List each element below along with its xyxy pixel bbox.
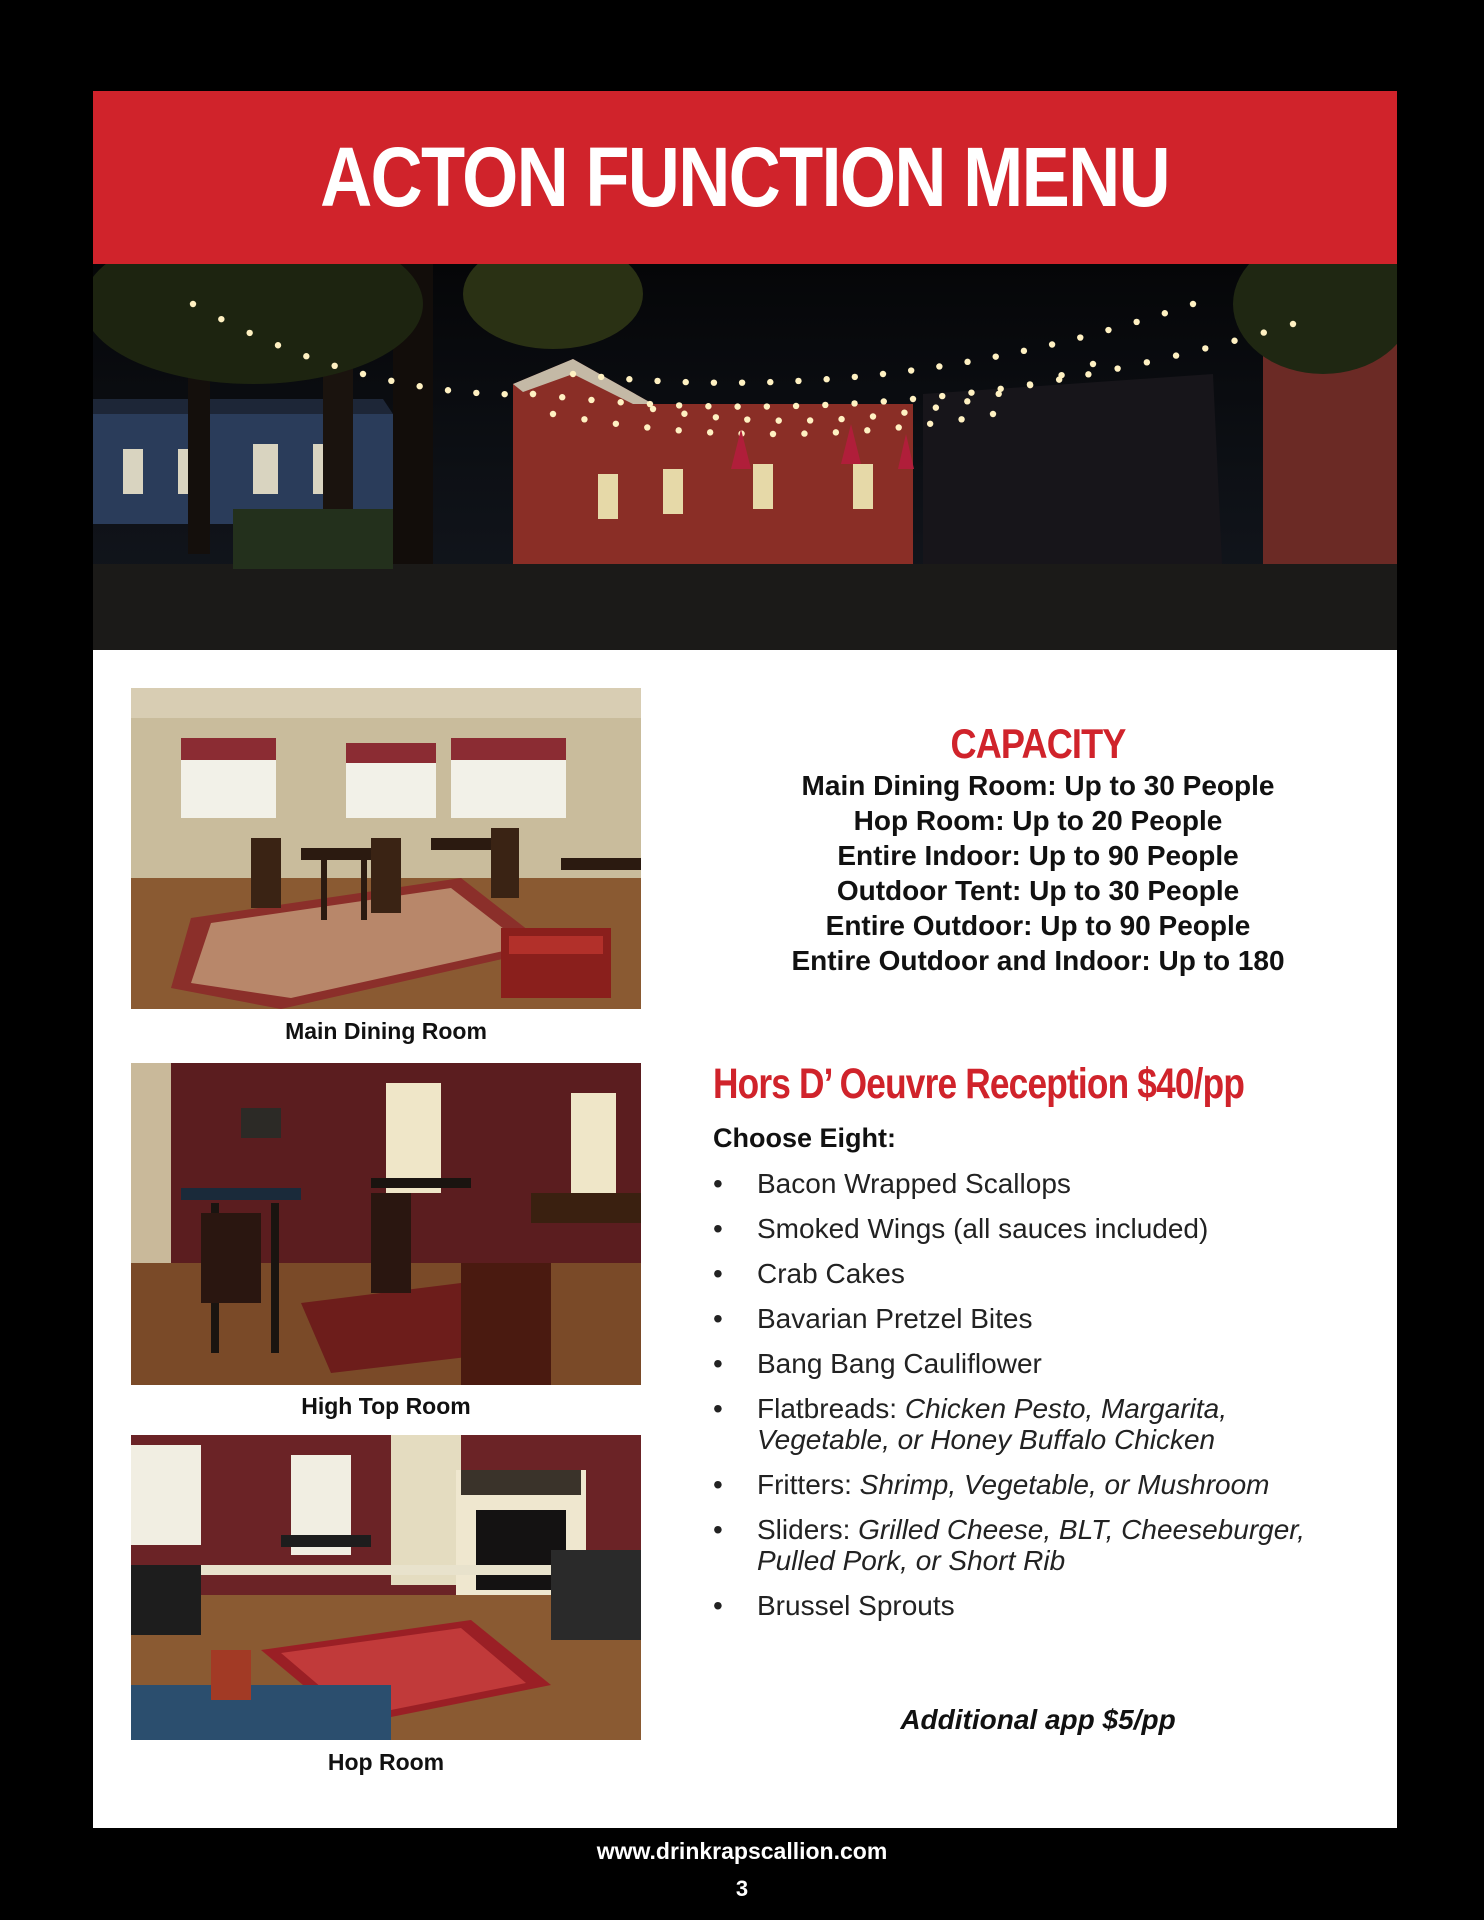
string-light — [1173, 352, 1179, 358]
string-light — [711, 379, 717, 385]
string-light — [795, 378, 801, 384]
string-light — [1027, 382, 1033, 388]
string-light — [1231, 338, 1237, 344]
string-light — [707, 429, 713, 435]
string-light — [559, 394, 565, 400]
capacity-line: Entire Indoor: Up to 90 People — [837, 840, 1239, 871]
string-light — [1021, 348, 1027, 354]
menu-item — [713, 1303, 1363, 1334]
menu-item-list — [713, 1168, 1363, 1621]
string-light — [990, 411, 996, 417]
string-light — [190, 301, 196, 307]
photo-caption: High Top Room — [301, 1393, 471, 1419]
menu-item-name: Fritters: — [757, 1469, 852, 1500]
capacity-section — [713, 720, 1363, 978]
string-light — [822, 402, 828, 408]
capacity-list — [713, 768, 1363, 978]
capacity-line: Entire Outdoor: Up to 90 People — [825, 910, 1251, 941]
string-light — [767, 379, 773, 385]
photo-caption: Main Dining Room — [285, 1018, 487, 1044]
string-light — [833, 429, 839, 435]
string-light — [570, 371, 576, 377]
menu-item-name: Flatbreads: — [757, 1393, 898, 1424]
string-light — [851, 400, 857, 406]
capacity-line: Entire Outdoor and Indoor: Up to 180 — [791, 945, 1285, 976]
footer-website[interactable]: www.drinkrapscallion.com — [596, 1838, 888, 1864]
title-banner — [93, 91, 1397, 264]
string-light — [218, 316, 224, 322]
string-light — [388, 378, 394, 384]
menu-item-name: Smoked Wings (all sauces included) — [757, 1213, 1209, 1244]
photo-high-top-room — [131, 1063, 641, 1385]
string-light — [823, 376, 829, 382]
string-light — [683, 379, 689, 385]
string-light — [908, 367, 914, 373]
menu-item — [713, 1393, 1363, 1455]
string-light — [598, 374, 604, 380]
string-light — [1261, 329, 1267, 335]
string-light — [927, 421, 933, 427]
string-light — [744, 416, 750, 422]
string-light — [530, 391, 536, 397]
string-light — [617, 399, 623, 405]
menu-item — [713, 1258, 1363, 1289]
content-panel — [93, 650, 1397, 1828]
capacity-heading: CAPACITY — [950, 720, 1126, 767]
string-light — [654, 378, 660, 384]
menu-item-name: Bang Bang Cauliflower — [757, 1348, 1042, 1379]
capacity-line: Outdoor Tent: Up to 30 People — [836, 875, 1240, 906]
string-light — [807, 417, 813, 423]
string-light — [958, 416, 964, 422]
string-light — [910, 396, 916, 402]
string-light — [331, 363, 337, 369]
menu-item-name: Bacon Wrapped Scallops — [757, 1168, 1071, 1199]
menu-item — [713, 1168, 1363, 1199]
string-light — [936, 363, 942, 369]
reception-heading: Hors D’ Oeuvre Reception $40/pp — [713, 1060, 1245, 1108]
string-light — [776, 417, 782, 423]
string-light — [246, 330, 252, 336]
string-light — [676, 427, 682, 433]
photo-hop-room — [131, 1435, 641, 1740]
string-light — [734, 403, 740, 409]
menu-item-name: Crab Cakes — [757, 1258, 905, 1289]
string-light — [275, 342, 281, 348]
string-light — [764, 403, 770, 409]
string-light — [881, 398, 887, 404]
string-light — [550, 411, 556, 417]
string-light — [939, 393, 945, 399]
string-light — [1085, 371, 1091, 377]
string-light — [964, 398, 970, 404]
string-light — [901, 409, 907, 415]
menu-item — [713, 1213, 1363, 1244]
string-light — [1133, 319, 1139, 325]
string-light — [870, 413, 876, 419]
page-title: ACTON FUNCTION MENU — [320, 130, 1170, 224]
photo-main-dining-room — [131, 688, 641, 1009]
string-light — [993, 353, 999, 359]
menu-item-options: Shrimp, Vegetable, or Mushroom — [859, 1469, 1270, 1500]
choose-instruction: Choose Eight: — [713, 1123, 896, 1153]
string-light — [713, 414, 719, 420]
string-light — [1058, 372, 1064, 378]
string-light — [588, 397, 594, 403]
string-light — [581, 416, 587, 422]
string-light — [303, 353, 309, 359]
photo-caption: Hop Room — [327, 1749, 445, 1775]
string-light — [473, 390, 479, 396]
page-number: 3 — [735, 1876, 749, 1901]
hero-photo-outdoor-patio — [93, 264, 1397, 650]
string-light — [416, 383, 422, 389]
string-light — [896, 424, 902, 430]
string-light — [1114, 365, 1120, 371]
string-light — [1090, 361, 1096, 367]
string-light — [445, 387, 451, 393]
string-light — [964, 359, 970, 365]
string-light — [933, 404, 939, 410]
string-light — [793, 403, 799, 409]
string-light — [739, 379, 745, 385]
menu-item — [713, 1514, 1363, 1576]
string-light — [1144, 359, 1150, 365]
string-light — [1290, 321, 1296, 327]
string-light — [501, 391, 507, 397]
string-light — [801, 430, 807, 436]
string-light — [360, 371, 366, 377]
menu-item-name: Bavarian Pretzel Bites — [757, 1303, 1033, 1334]
string-light — [644, 424, 650, 430]
string-light — [1162, 310, 1168, 316]
reception-section — [713, 1060, 1363, 1635]
string-light — [968, 389, 974, 395]
string-light — [852, 374, 858, 380]
menu-item-options: Chicken Pesto, Margarita, Vegetable, or Honey Buffalo Chicken — [757, 1393, 1227, 1455]
additional-app-note: Additional app $5/pp — [900, 1704, 1176, 1735]
string-light — [1049, 341, 1055, 347]
string-light — [650, 406, 656, 412]
menu-item-name: Brussel Sprouts — [757, 1590, 955, 1621]
string-light — [626, 376, 632, 382]
menu-item — [713, 1348, 1363, 1379]
capacity-line: Main Dining Room: Up to 30 People — [801, 770, 1275, 801]
string-light — [838, 416, 844, 422]
menu-item — [713, 1590, 1363, 1621]
capacity-line: Hop Room: Up to 20 People — [853, 805, 1223, 836]
string-light — [770, 431, 776, 437]
string-light — [1202, 345, 1208, 351]
string-light — [613, 421, 619, 427]
menu-item-name: Sliders: — [757, 1514, 851, 1545]
string-light — [681, 411, 687, 417]
string-light — [676, 402, 682, 408]
menu-item — [713, 1469, 1363, 1500]
menu-item-options: Grilled Cheese, BLT, Cheeseburger, Pulled Pork, or Short Rib — [757, 1514, 1305, 1576]
string-light — [705, 403, 711, 409]
string-light — [1077, 334, 1083, 340]
string-light — [996, 391, 1002, 397]
string-light — [864, 427, 870, 433]
string-light — [1105, 327, 1111, 333]
string-light — [880, 371, 886, 377]
string-light — [1190, 301, 1196, 307]
